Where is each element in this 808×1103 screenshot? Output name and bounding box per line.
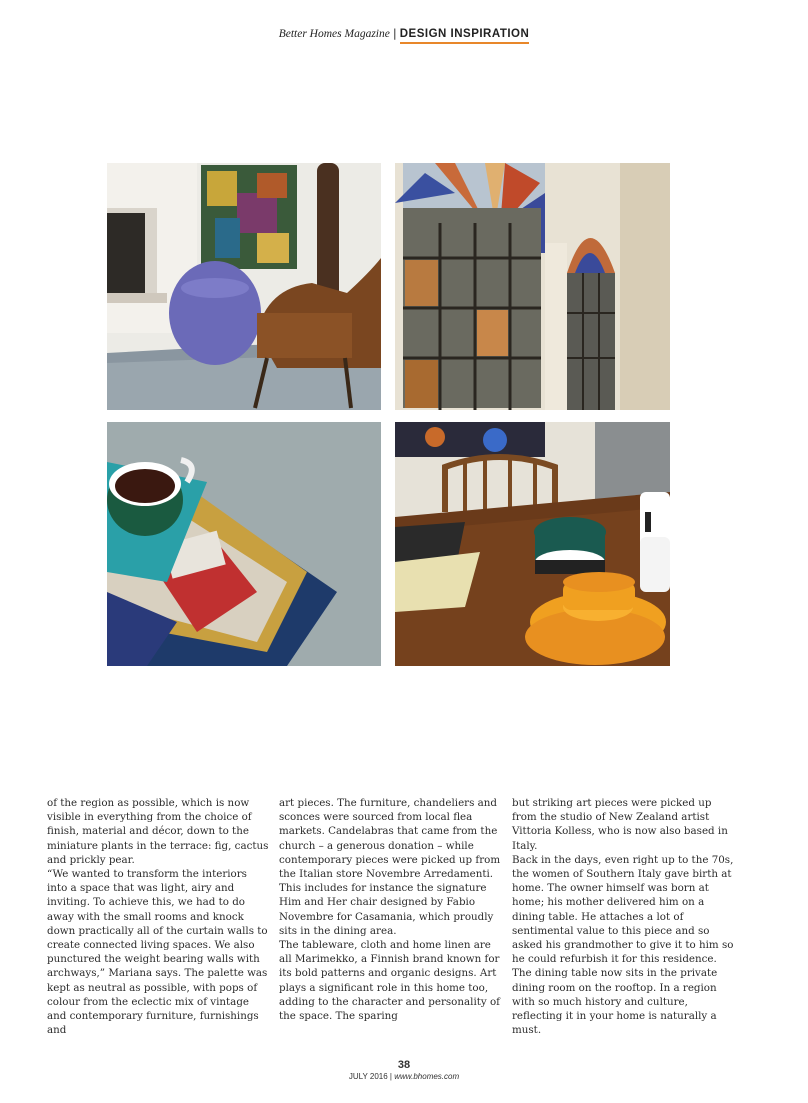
running-header	[0, 26, 808, 40]
article-column-3: but striking art pieces were picked up from the studio of New Zealand artist Vittoria Kolless, who is now also based in Italy. Back in the days, even right up to the 70s, the women of Southern Italy gave birth at home. The owner himself was born at home; his mother delivered him on a dining table. He attaches a lot of sentimental value to this piece and so asked his grandmother to give it to him so he could refurbish it for this residence. The dining table now sits in the private dining room on the rooftop. In a region with so much history and culture, reflecting it in your home is naturally a must.	[512, 797, 734, 1037]
issue-date: JULY 2016	[348, 1072, 388, 1081]
living-room-armchair-pouf-photo	[107, 163, 381, 410]
coffee-cup-on-books-photo	[107, 422, 381, 666]
header-separator: |	[392, 26, 397, 40]
dining-table-tableware-photo	[395, 422, 670, 666]
magazine-name: Better Homes Magazine	[278, 28, 390, 40]
page-footer	[0, 1059, 808, 1081]
website-link[interactable]: www.bhomes.com	[394, 1072, 460, 1081]
article-column-1: of the region as possible, which is now visible in everything from the choice of finish, material and décor, down to the miniature plants in the terrace: fig, cactus and prickly pear. “We wanted to transform the interiors into a space that was light, airy and inviting. To achieve this, we had to do away with the small rooms and knock down practically all of the curtain walls to create connected living spaces. We also punctured the weight bearing walls with archways,” Mariana says. The palette was kept as neutral as possible, with pops of colour from the eclectic mix of vintage and contemporary furniture, furnishings and	[47, 797, 269, 1037]
section-title: DESIGN INSPIRATION	[400, 28, 530, 44]
page-number: 38	[397, 1059, 411, 1071]
footer-separator: |	[389, 1072, 392, 1081]
arched-stained-glass-doors-photo	[395, 163, 670, 410]
article-column-2: art pieces. The furniture, chandeliers and sconces were sourced from local flea markets. Candelabras that came from the church – a generous donation – while contemporary pieces were picked up from the Italian store Novembre Arredamenti. This includes for instance the signature Him and Her chair designed by Fabio Novembre for Casamania, which proudly sits in the dining area. The tableware, cloth and home linen are all Marimekko, a Finnish brand known for its bold patterns and organic designs. Art plays a significant role in this home too, adding to the character and personality of the space. The sparing	[279, 797, 501, 1023]
